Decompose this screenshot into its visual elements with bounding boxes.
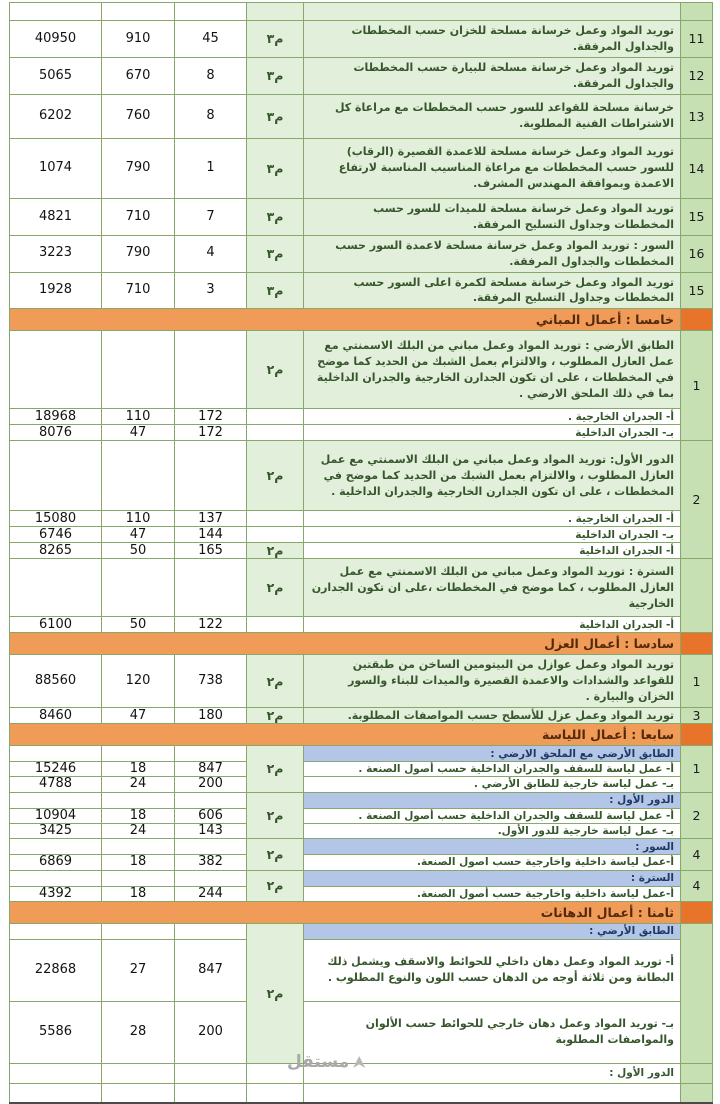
total-cell: 3223 <box>10 235 102 272</box>
unit-cell: م٢ <box>247 441 304 511</box>
total-cell: 6202 <box>10 94 102 138</box>
table-row <box>10 824 713 839</box>
qty-cell <box>175 3 247 21</box>
price-cell: 50 <box>102 617 175 633</box>
sub-item-label: بـ- توريد المواد وعمل دهان خارجي للحوائط حسب الألوان والمواصفات المطلوبة <box>304 1001 681 1063</box>
qty-cell: 143 <box>175 824 247 839</box>
total-cell <box>10 1083 102 1103</box>
section-header-corner <box>681 724 713 746</box>
item-no-cell <box>681 3 713 21</box>
total-cell <box>10 1063 102 1083</box>
section-header-row <box>10 309 713 331</box>
table-row <box>10 808 713 823</box>
price-cell <box>102 839 175 855</box>
section-header-row <box>10 901 713 923</box>
unit-cell <box>247 409 304 425</box>
price-cell <box>102 1083 175 1103</box>
qty-cell: 180 <box>175 708 247 724</box>
table-row <box>10 138 713 198</box>
item-no-cell: 4 <box>681 870 713 901</box>
desc-cell: توريد المواد وعمل خرسانة مسلحة لكمرة اعلى السور حسب المخططات وجداول التسليح المرفقة. <box>304 272 681 309</box>
unit-cell: م٢ <box>247 543 304 559</box>
sub-item-label: أ- الجدران الداخلية <box>304 617 681 633</box>
unit-cell <box>247 527 304 543</box>
qty-cell: 137 <box>175 511 247 527</box>
qty-cell: 847 <box>175 939 247 1001</box>
table-row <box>10 57 713 94</box>
total-cell: 22868 <box>10 939 102 1001</box>
qty-cell: 8 <box>175 57 247 94</box>
subheader-cell: السور : <box>304 839 681 855</box>
price-cell: 18 <box>102 886 175 901</box>
qty-cell <box>175 792 247 808</box>
sub-item-label: أ- عمل لياسة للسقف والجدران الداخلية حسب أصول الصنعة . <box>304 762 681 777</box>
qty-cell: 8 <box>175 94 247 138</box>
unit-cell <box>247 1083 304 1103</box>
item-no-cell: 2 <box>681 792 713 839</box>
item-no-cell: 13 <box>681 94 713 138</box>
total-cell: 5586 <box>10 1001 102 1063</box>
desc-cell: توريد المواد وعمل عزل للأسطح حسب المواصفات المطلوبة. <box>304 708 681 724</box>
qty-cell: 244 <box>175 886 247 901</box>
total-cell: 40950 <box>10 21 102 58</box>
sub-item-label: أ-عمل لياسة داخلية واخارجية حسب أصول الصنعة. <box>304 886 681 901</box>
table-row <box>10 855 713 870</box>
section-title: ثامنا : أعمال الدهانات <box>10 901 681 923</box>
desc-cell: خرسانة مسلحة للقواعد للسور حسب المخططات مع مراعاة كل الاشتراطات الفنية المطلوبة. <box>304 94 681 138</box>
price-cell: 910 <box>102 21 175 58</box>
price-cell: 18 <box>102 808 175 823</box>
price-cell <box>102 559 175 617</box>
total-cell: 1074 <box>10 138 102 198</box>
qty-cell <box>175 331 247 409</box>
price-cell <box>102 441 175 511</box>
table-row <box>10 527 713 543</box>
qty-cell: 382 <box>175 855 247 870</box>
qty-cell: 172 <box>175 409 247 425</box>
table-row <box>10 21 713 58</box>
sub-item-label: الدور الأول : <box>304 1063 681 1083</box>
price-cell: 790 <box>102 235 175 272</box>
unit-cell: م٣ <box>247 198 304 235</box>
table-row <box>10 94 713 138</box>
table-row <box>10 441 713 511</box>
unit-cell <box>247 3 304 21</box>
item-no-cell: 3 <box>681 708 713 724</box>
section-header-corner <box>681 901 713 923</box>
price-cell: 18 <box>102 762 175 777</box>
total-cell <box>10 441 102 511</box>
partial-top-row <box>10 3 713 21</box>
qty-cell: 606 <box>175 808 247 823</box>
qty-cell: 3 <box>175 272 247 309</box>
unit-cell: م٢ <box>247 839 304 870</box>
price-cell: 50 <box>102 543 175 559</box>
total-cell: 4788 <box>10 777 102 792</box>
unit-cell: م٣ <box>247 94 304 138</box>
price-cell: 24 <box>102 777 175 792</box>
unit-cell <box>247 425 304 441</box>
unit-cell: م٣ <box>247 57 304 94</box>
item-no-cell: 16 <box>681 235 713 272</box>
qty-cell: 200 <box>175 1001 247 1063</box>
qty-cell <box>175 923 247 939</box>
sub-item-label: بـ- الجدران الداخلية <box>304 425 681 441</box>
item-no-cell <box>681 1063 713 1083</box>
total-cell: 6100 <box>10 617 102 633</box>
table-row <box>10 235 713 272</box>
qty-cell: 1 <box>175 138 247 198</box>
unit-cell: م٢ <box>247 559 304 617</box>
section-title: خامسا : أعمال المباني <box>10 309 681 331</box>
desc-cell: الطابق الأرضي : توريد المواد وعمل مباني من البلك الاسمنتي مع عمل العازل المطلوب ، والالتزام بعمل الشبك من الحديد كما موضح في المخططات ، على ان تكون الجدارن الخارجية والجدران الداخلية بما في ذلك الملحق الارضي . <box>304 331 681 409</box>
unit-cell: م٣ <box>247 272 304 309</box>
table-row <box>10 762 713 777</box>
total-cell: 18968 <box>10 409 102 425</box>
sub-item-label: أ- الجدران الداخلية <box>304 543 681 559</box>
price-cell: 710 <box>102 198 175 235</box>
qty-cell: 200 <box>175 777 247 792</box>
table-row <box>10 543 713 559</box>
section-title: سادسا : أعمال العزل <box>10 633 681 655</box>
price-cell: 27 <box>102 939 175 1001</box>
desc-cell: توريد المواد وعمل عوازل من البيتومين الساخن من طبقتين للقواعد والشدادات والاعمدة القصيرة والميدات للبناء والسور الخزان والبيارة . <box>304 655 681 708</box>
unit-cell: م٢ <box>247 746 304 793</box>
total-cell: 10904 <box>10 808 102 823</box>
qty-cell <box>175 839 247 855</box>
section-title: سابعا : أعمال اللياسة <box>10 724 681 746</box>
price-cell: 710 <box>102 272 175 309</box>
table-row <box>10 617 713 633</box>
unit-cell: م٢ <box>247 331 304 409</box>
unit-cell: م٢ <box>247 792 304 839</box>
item-no-cell: 11 <box>681 21 713 58</box>
item-no-cell: 4 <box>681 839 713 870</box>
sub-item-label: أ- الجدران الخارجية . <box>304 409 681 425</box>
item-no-cell <box>681 923 713 1063</box>
mostaql-watermark <box>287 1052 365 1072</box>
desc-cell: الدور الأول: توريد المواد وعمل مباني من البلك الاسمنتي مع عمل العازل المطلوب ، والالتزام بعمل الشبك من الحديد كما موضح في المخططات ، على ان تكون الجدارن الخارجية والجدران الداخلية . <box>304 441 681 511</box>
qty-cell: 7 <box>175 198 247 235</box>
unit-cell: م٢ <box>247 655 304 708</box>
unit-cell: م٣ <box>247 235 304 272</box>
price-cell: 790 <box>102 138 175 198</box>
qty-cell <box>175 559 247 617</box>
qty-cell <box>175 1063 247 1083</box>
table-row <box>10 655 713 708</box>
price-cell: 28 <box>102 1001 175 1063</box>
total-cell: 4392 <box>10 886 102 901</box>
total-cell: 6869 <box>10 855 102 870</box>
price-cell <box>102 870 175 886</box>
sub-item-label: أ- الجدران الخارجية . <box>304 511 681 527</box>
price-cell <box>102 331 175 409</box>
section-header-row <box>10 633 713 655</box>
price-cell: 47 <box>102 425 175 441</box>
qty-cell <box>175 441 247 511</box>
item-no-cell: 1 <box>681 655 713 708</box>
table-row <box>10 425 713 441</box>
total-cell: 5065 <box>10 57 102 94</box>
unit-cell: م٣ <box>247 138 304 198</box>
sub-item-label: أ- عمل لياسة للسقف والجدران الداخلية حسب أصول الصنعة . <box>304 808 681 823</box>
sub-item-label: بـ- عمل لياسة خارجية للطابق الأرضي . <box>304 777 681 792</box>
total-cell <box>10 559 102 617</box>
table-row <box>10 939 713 1001</box>
total-cell <box>10 870 102 886</box>
sub-item-label: أ- توريد المواد وعمل دهان داخلي للحوائط والاسقف ويشمل ذلك البطانة ومن ثلاثة أوجه من الدهان حسب اللون والنوع المطلوب . <box>304 939 681 1001</box>
qty-cell: 847 <box>175 762 247 777</box>
price-cell: 18 <box>102 855 175 870</box>
price-cell <box>102 923 175 939</box>
item-no-cell: 1 <box>681 331 713 441</box>
section-header-corner <box>681 633 713 655</box>
price-cell: 760 <box>102 94 175 138</box>
sub-item-label: بـ- الجدران الداخلية <box>304 527 681 543</box>
unit-cell: م٢ <box>247 708 304 724</box>
item-no-cell <box>681 559 713 633</box>
table-row <box>10 708 713 724</box>
table-row <box>10 559 713 617</box>
table-row <box>10 511 713 527</box>
table-row <box>10 870 713 886</box>
section-header-corner <box>681 309 713 331</box>
item-no-cell: 15 <box>681 198 713 235</box>
item-no-cell <box>681 1083 713 1103</box>
qty-cell: 122 <box>175 617 247 633</box>
qty-cell <box>175 870 247 886</box>
qty-cell: 172 <box>175 425 247 441</box>
total-cell: 3425 <box>10 824 102 839</box>
item-no-cell: 12 <box>681 57 713 94</box>
item-no-cell: 14 <box>681 138 713 198</box>
desc-cell: توريد المواد وعمل خرسانة مسلحة للاعمدة القصيرة (الرقاب) للسور حسب المخططات مع مراعاة المناسيب المناسبة لارتفاع الاعمدة وبموافقة المهندس المشرف. <box>304 138 681 198</box>
price-cell: 110 <box>102 511 175 527</box>
subheader-cell: الطابق الأرضي مع الملحق الارضي : <box>304 746 681 762</box>
unit-cell: م٣ <box>247 21 304 58</box>
boq-table <box>9 2 713 1104</box>
price-cell <box>102 3 175 21</box>
table-row <box>10 331 713 409</box>
total-cell: 88560 <box>10 655 102 708</box>
table-row <box>10 409 713 425</box>
unit-cell: م٢ <box>247 870 304 901</box>
section-header-row <box>10 724 713 746</box>
desc-cell: توريد المواد وعمل خرسانة مسلحة للميدات للسور حسب المخططات وجداول التسليح المرفقة. <box>304 198 681 235</box>
item-no-cell: 1 <box>681 746 713 793</box>
desc-cell: توريد المواد وعمل خرسانة مسلحة للخزان حسب المخططات والجداول المرفقة. <box>304 21 681 58</box>
total-cell: 15246 <box>10 762 102 777</box>
price-cell: 47 <box>102 708 175 724</box>
price-cell: 110 <box>102 409 175 425</box>
price-cell <box>102 792 175 808</box>
unit-cell <box>247 511 304 527</box>
total-cell: 8460 <box>10 708 102 724</box>
unit-cell: م٢ <box>247 923 304 1063</box>
qty-cell: 4 <box>175 235 247 272</box>
table-row <box>10 839 713 855</box>
total-cell <box>10 331 102 409</box>
table-row <box>10 746 713 762</box>
table-row <box>10 886 713 901</box>
qty-cell: 144 <box>175 527 247 543</box>
total-cell <box>10 746 102 762</box>
total-cell <box>10 3 102 21</box>
total-cell: 8076 <box>10 425 102 441</box>
total-cell <box>10 839 102 855</box>
partial-bottom-row <box>10 1083 713 1103</box>
table-row <box>10 777 713 792</box>
price-cell: 24 <box>102 824 175 839</box>
table-row <box>10 272 713 309</box>
item-no-cell: 15 <box>681 272 713 309</box>
qty-cell: 738 <box>175 655 247 708</box>
desc-cell: توريد المواد وعمل خرسانة مسلحة للبيارة حسب المخططات والجداول المرفقة. <box>304 57 681 94</box>
total-cell: 4821 <box>10 198 102 235</box>
desc-cell <box>304 3 681 21</box>
qty-cell: 45 <box>175 21 247 58</box>
sub-item-label: أ-عمل لياسة داخلية واخارجية حسب اصول الصنعة. <box>304 855 681 870</box>
total-cell: 15080 <box>10 511 102 527</box>
price-cell: 670 <box>102 57 175 94</box>
price-cell <box>102 746 175 762</box>
total-cell: 6746 <box>10 527 102 543</box>
item-no-cell: 2 <box>681 441 713 559</box>
total-cell <box>10 923 102 939</box>
qty-cell <box>175 1083 247 1103</box>
table-row <box>10 198 713 235</box>
price-cell: 47 <box>102 527 175 543</box>
desc-cell: السترة : توريد المواد وعمل مباني من البلك الاسمنتي مع عمل العازل المطلوب ، كما موضح في المخططات ،على ان تكون الجدارن الخارجية <box>304 559 681 617</box>
qty-cell: 165 <box>175 543 247 559</box>
unit-cell <box>247 617 304 633</box>
desc-cell: السور : توريد المواد وعمل خرسانة مسلحة لاعمدة السور حسب المخططات والجداول المرفقة. <box>304 235 681 272</box>
total-cell: 8265 <box>10 543 102 559</box>
total-cell <box>10 792 102 808</box>
desc-cell <box>304 1083 681 1103</box>
price-cell: 120 <box>102 655 175 708</box>
table-row <box>10 792 713 808</box>
total-cell: 1928 <box>10 272 102 309</box>
sub-item-label: بـ- عمل لياسة خارجية للدور الأول. <box>304 824 681 839</box>
mostaql-logo-icon <box>353 1056 365 1068</box>
price-cell <box>102 1063 175 1083</box>
qty-cell <box>175 746 247 762</box>
mostaql-watermark-text: مستقل <box>287 1052 350 1072</box>
table-row <box>10 923 713 939</box>
subheader-cell: الطابق الأرضي : <box>304 923 681 939</box>
subheader-cell: الدور الأول : <box>304 792 681 808</box>
subheader-cell: السترة : <box>304 870 681 886</box>
